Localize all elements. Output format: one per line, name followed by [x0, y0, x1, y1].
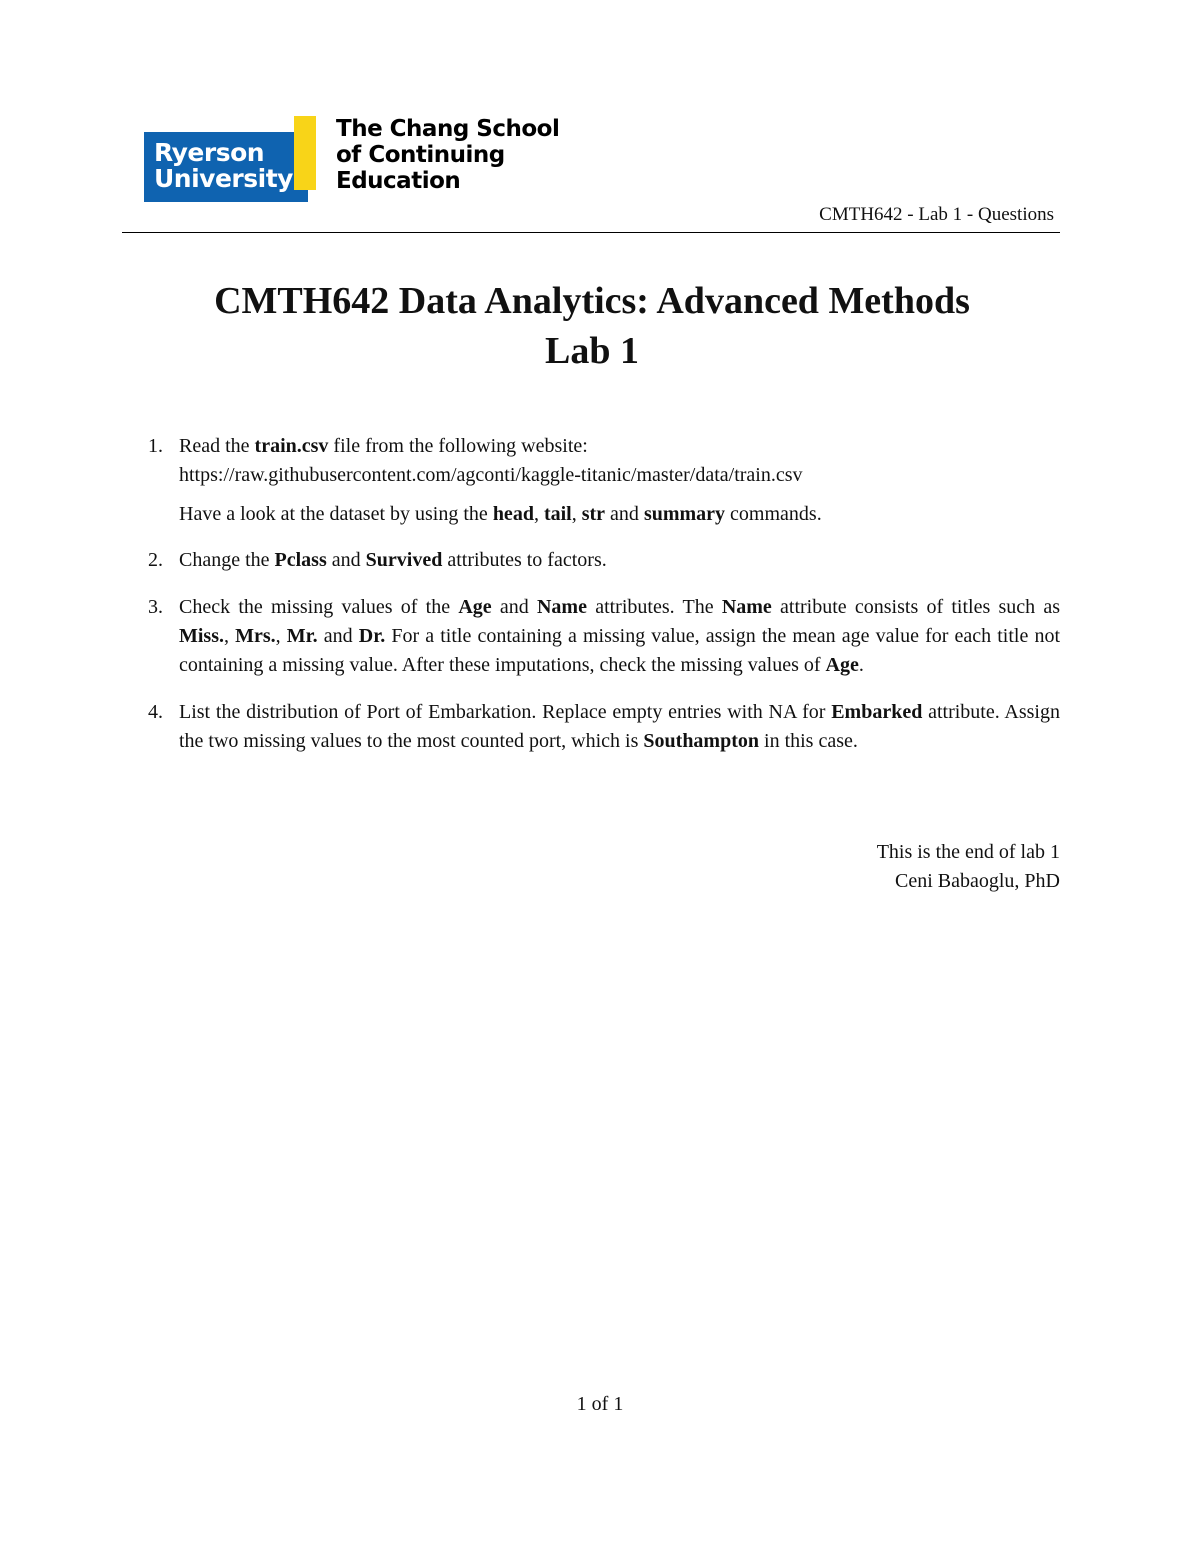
- question-1-line-2: Have a look at the dataset by using the head, tail, str and summary commands.: [179, 503, 822, 525]
- question-1-url: https://raw.githubusercontent.com/agconti/kaggle-titanic/master/data/train.csv: [179, 464, 803, 486]
- author-name: Ceni Babaoglu, PhD: [895, 870, 1060, 892]
- question-4: [122, 698, 1060, 756]
- logo-text-line-3: Education: [336, 168, 461, 194]
- ryerson-logo-block: [144, 132, 308, 202]
- document-title: [100, 276, 1084, 376]
- question-2: [122, 546, 1060, 575]
- question-number: 2.: [148, 549, 163, 571]
- chang-school-logo-text: [336, 116, 559, 194]
- logo-text-line-2: of Continuing: [336, 142, 505, 168]
- closing-line: This is the end of lab 1: [876, 841, 1060, 863]
- school-logo: [144, 116, 564, 206]
- question-3-text: Check the missing values of the Age and Name attributes. The Name attribute consists of titles such as Miss., Mrs., Mr. and Dr. For a title containing a missing value, assign the mean age value for each title not containing a missing value. After these imputations, check the missing values of Age.: [179, 596, 1061, 676]
- logo-yellow-bar: [294, 116, 316, 190]
- question-2-text: Change the Pclass and Survived attributes to factors.: [179, 549, 607, 571]
- running-header: CMTH642 - Lab 1 - Questions: [819, 204, 1054, 225]
- header-rule: [122, 232, 1060, 233]
- question-number: 4.: [148, 701, 163, 723]
- title-line-1: CMTH642 Data Analytics: Advanced Methods: [214, 280, 970, 322]
- question-1: [122, 432, 1060, 529]
- question-1-line-1: Read the train.csv file from the following website:: [179, 435, 588, 457]
- question-4-text: List the distribution of Port of Embarkation. Replace empty entries with NA for Embarked attribute. Assign the two missing values to the most counted port, which is Southampton in this case.: [179, 701, 1060, 752]
- logo-university-text: University: [154, 164, 293, 193]
- title-line-2: Lab 1: [545, 330, 639, 372]
- closing-note: [877, 838, 1060, 896]
- question-list: [122, 432, 1060, 756]
- page-number: 1 of 1: [576, 1393, 624, 1415]
- question-3: [122, 593, 1060, 680]
- logo-text-line-1: The Chang School: [336, 116, 560, 142]
- question-number: 1.: [148, 435, 163, 457]
- logo-ryerson-text: Ryerson: [154, 138, 265, 167]
- question-number: 3.: [148, 596, 163, 618]
